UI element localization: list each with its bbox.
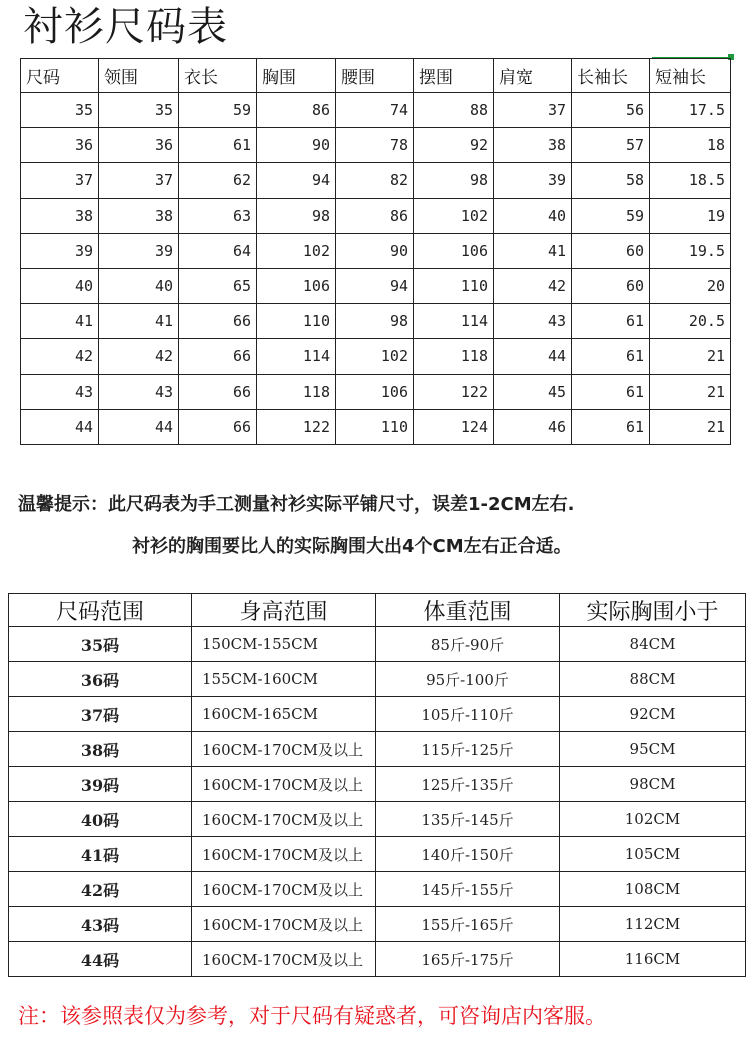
header-size: 尺码	[21, 59, 99, 93]
table-cell: 19	[650, 198, 731, 233]
table-cell: 114	[257, 339, 336, 374]
table-cell: 94	[257, 163, 336, 198]
table-cell: 38	[21, 198, 99, 233]
table-cell: 160CM-170CM及以上	[192, 872, 376, 907]
range-table-body	[9, 627, 746, 977]
table-cell: 88CM	[560, 662, 746, 697]
table-cell: 64	[179, 233, 257, 268]
table-cell: 56	[572, 93, 650, 128]
table-row	[9, 662, 746, 697]
table-cell: 60	[572, 268, 650, 303]
table-cell: 62	[179, 163, 257, 198]
table-cell: 82	[336, 163, 414, 198]
table-cell: 21	[650, 374, 731, 409]
table-cell: 105斤-110斤	[376, 697, 560, 732]
table-cell: 118	[257, 374, 336, 409]
table-cell: 122	[257, 409, 336, 444]
table-cell: 106	[414, 233, 494, 268]
table-cell: 124	[414, 409, 494, 444]
table-row	[21, 409, 731, 444]
table-cell: 39码	[9, 767, 192, 802]
header-size-range: 尺码范围	[9, 594, 192, 627]
table-cell: 102	[414, 198, 494, 233]
table-cell: 19.5	[650, 233, 731, 268]
table-cell: 90	[257, 128, 336, 163]
table-cell: 98	[257, 198, 336, 233]
table-cell: 78	[336, 128, 414, 163]
table-cell: 98	[414, 163, 494, 198]
table-cell: 135斤-145斤	[376, 802, 560, 837]
table-cell: 86	[257, 93, 336, 128]
table-cell: 95斤-100斤	[376, 662, 560, 697]
table-cell: 98	[336, 304, 414, 339]
table-cell: 88	[414, 93, 494, 128]
table-cell: 160CM-170CM及以上	[192, 732, 376, 767]
table-cell: 43	[99, 374, 179, 409]
table-cell: 41码	[9, 837, 192, 872]
table-cell: 35	[99, 93, 179, 128]
table-cell: 42码	[9, 872, 192, 907]
table-cell: 102	[336, 339, 414, 374]
size-table-header-row	[21, 59, 731, 93]
table-cell: 98CM	[560, 767, 746, 802]
table-cell: 160CM-170CM及以上	[192, 802, 376, 837]
table-row	[9, 802, 746, 837]
table-cell: 84CM	[560, 627, 746, 662]
table-row	[9, 697, 746, 732]
table-cell: 74	[336, 93, 414, 128]
header-length: 衣长	[179, 59, 257, 93]
table-row	[9, 627, 746, 662]
table-cell: 116CM	[560, 942, 746, 977]
table-cell: 160CM-170CM及以上	[192, 907, 376, 942]
table-cell: 38	[99, 198, 179, 233]
page-title: 衬衫尺码表	[23, 4, 228, 50]
table-cell: 150CM-155CM	[192, 627, 376, 662]
table-row	[9, 907, 746, 942]
table-cell: 61	[572, 409, 650, 444]
table-row	[21, 198, 731, 233]
header-collar: 领围	[99, 59, 179, 93]
table-row	[21, 374, 731, 409]
table-cell: 35码	[9, 627, 192, 662]
table-cell: 37	[21, 163, 99, 198]
table-cell: 42	[494, 268, 572, 303]
table-cell: 106	[336, 374, 414, 409]
table-cell: 106	[257, 268, 336, 303]
table-cell: 59	[179, 93, 257, 128]
table-cell: 60	[572, 233, 650, 268]
table-cell: 20	[650, 268, 731, 303]
table-row	[9, 837, 746, 872]
table-cell: 165斤-175斤	[376, 942, 560, 977]
table-row	[21, 304, 731, 339]
table-cell: 18.5	[650, 163, 731, 198]
table-cell: 21	[650, 409, 731, 444]
table-cell: 39	[494, 163, 572, 198]
table-row	[9, 942, 746, 977]
header-shoulder: 肩宽	[494, 59, 572, 93]
table-cell: 65	[179, 268, 257, 303]
table-cell: 92	[414, 128, 494, 163]
table-cell: 95CM	[560, 732, 746, 767]
table-cell: 44码	[9, 942, 192, 977]
table-cell: 36	[99, 128, 179, 163]
header-hem: 摆围	[414, 59, 494, 93]
table-cell: 38码	[9, 732, 192, 767]
table-row	[21, 128, 731, 163]
table-cell: 66	[179, 374, 257, 409]
notice-line-2: 衬衫的胸围要比人的实际胸围大出4个CM左右正合适。	[132, 536, 572, 557]
table-cell: 92CM	[560, 697, 746, 732]
table-row	[9, 767, 746, 802]
table-cell: 39	[99, 233, 179, 268]
table-cell: 145斤-155斤	[376, 872, 560, 907]
table-cell: 42	[99, 339, 179, 374]
table-cell: 66	[179, 409, 257, 444]
table-cell: 42	[21, 339, 99, 374]
range-table-header-row	[9, 594, 746, 627]
table-cell: 35	[21, 93, 99, 128]
table-cell: 36码	[9, 662, 192, 697]
table-cell: 122	[414, 374, 494, 409]
table-cell: 37	[494, 93, 572, 128]
header-weight-range: 体重范围	[376, 594, 560, 627]
table-cell: 59	[572, 198, 650, 233]
table-cell: 40	[21, 268, 99, 303]
table-cell: 63	[179, 198, 257, 233]
table-cell: 20.5	[650, 304, 731, 339]
table-cell: 43	[21, 374, 99, 409]
header-chest-max: 实际胸围小于	[560, 594, 746, 627]
table-cell: 66	[179, 304, 257, 339]
table-cell: 160CM-170CM及以上	[192, 942, 376, 977]
table-cell: 115斤-125斤	[376, 732, 560, 767]
table-cell: 160CM-170CM及以上	[192, 837, 376, 872]
table-cell: 21	[650, 339, 731, 374]
table-cell: 66	[179, 339, 257, 374]
table-cell: 102CM	[560, 802, 746, 837]
table-cell: 155CM-160CM	[192, 662, 376, 697]
table-cell: 44	[21, 409, 99, 444]
table-cell: 155斤-165斤	[376, 907, 560, 942]
table-cell: 114	[414, 304, 494, 339]
table-row	[9, 872, 746, 907]
table-row	[9, 732, 746, 767]
table-cell: 118	[414, 339, 494, 374]
table-cell: 108CM	[560, 872, 746, 907]
header-short-sleeve: 短袖长	[650, 59, 731, 93]
table-cell: 37	[99, 163, 179, 198]
table-cell: 43码	[9, 907, 192, 942]
table-cell: 85斤-90斤	[376, 627, 560, 662]
table-cell: 105CM	[560, 837, 746, 872]
table-cell: 37码	[9, 697, 192, 732]
table-cell: 44	[99, 409, 179, 444]
table-cell: 61	[179, 128, 257, 163]
table-cell: 40	[494, 198, 572, 233]
header-waist: 腰围	[336, 59, 414, 93]
table-cell: 61	[572, 304, 650, 339]
table-cell: 160CM-165CM	[192, 697, 376, 732]
table-cell: 160CM-170CM及以上	[192, 767, 376, 802]
header-chest: 胸围	[257, 59, 336, 93]
table-cell: 110	[257, 304, 336, 339]
table-cell: 125斤-135斤	[376, 767, 560, 802]
table-row	[21, 339, 731, 374]
footnote: 注：该参照表仅为参考，对于尺码有疑惑者，可咨询店内客服。	[18, 1004, 606, 1028]
table-cell: 94	[336, 268, 414, 303]
shirt-size-table	[20, 58, 731, 445]
header-long-sleeve: 长袖长	[572, 59, 650, 93]
table-cell: 112CM	[560, 907, 746, 942]
table-row	[21, 163, 731, 198]
table-cell: 61	[572, 374, 650, 409]
table-cell: 110	[336, 409, 414, 444]
table-cell: 140斤-150斤	[376, 837, 560, 872]
table-cell: 18	[650, 128, 731, 163]
table-cell: 39	[21, 233, 99, 268]
table-cell: 41	[494, 233, 572, 268]
table-cell: 41	[21, 304, 99, 339]
table-cell: 36	[21, 128, 99, 163]
table-cell: 46	[494, 409, 572, 444]
table-cell: 40码	[9, 802, 192, 837]
size-range-table	[8, 593, 746, 977]
table-cell: 110	[414, 268, 494, 303]
size-table-body	[21, 93, 731, 445]
table-cell: 44	[494, 339, 572, 374]
table-cell: 45	[494, 374, 572, 409]
table-cell: 90	[336, 233, 414, 268]
table-row	[21, 233, 731, 268]
table-cell: 102	[257, 233, 336, 268]
table-row	[21, 93, 731, 128]
table-cell: 40	[99, 268, 179, 303]
notice-line-1: 温馨提示：此尺码表为手工测量衬衫实际平铺尺寸，误差1-2CM左右.	[18, 494, 575, 515]
table-cell: 86	[336, 198, 414, 233]
table-row	[21, 268, 731, 303]
table-cell: 61	[572, 339, 650, 374]
table-cell: 57	[572, 128, 650, 163]
table-cell: 38	[494, 128, 572, 163]
table-cell: 41	[99, 304, 179, 339]
header-height-range: 身高范围	[192, 594, 376, 627]
table-cell: 43	[494, 304, 572, 339]
table-cell: 58	[572, 163, 650, 198]
table-cell: 17.5	[650, 93, 731, 128]
